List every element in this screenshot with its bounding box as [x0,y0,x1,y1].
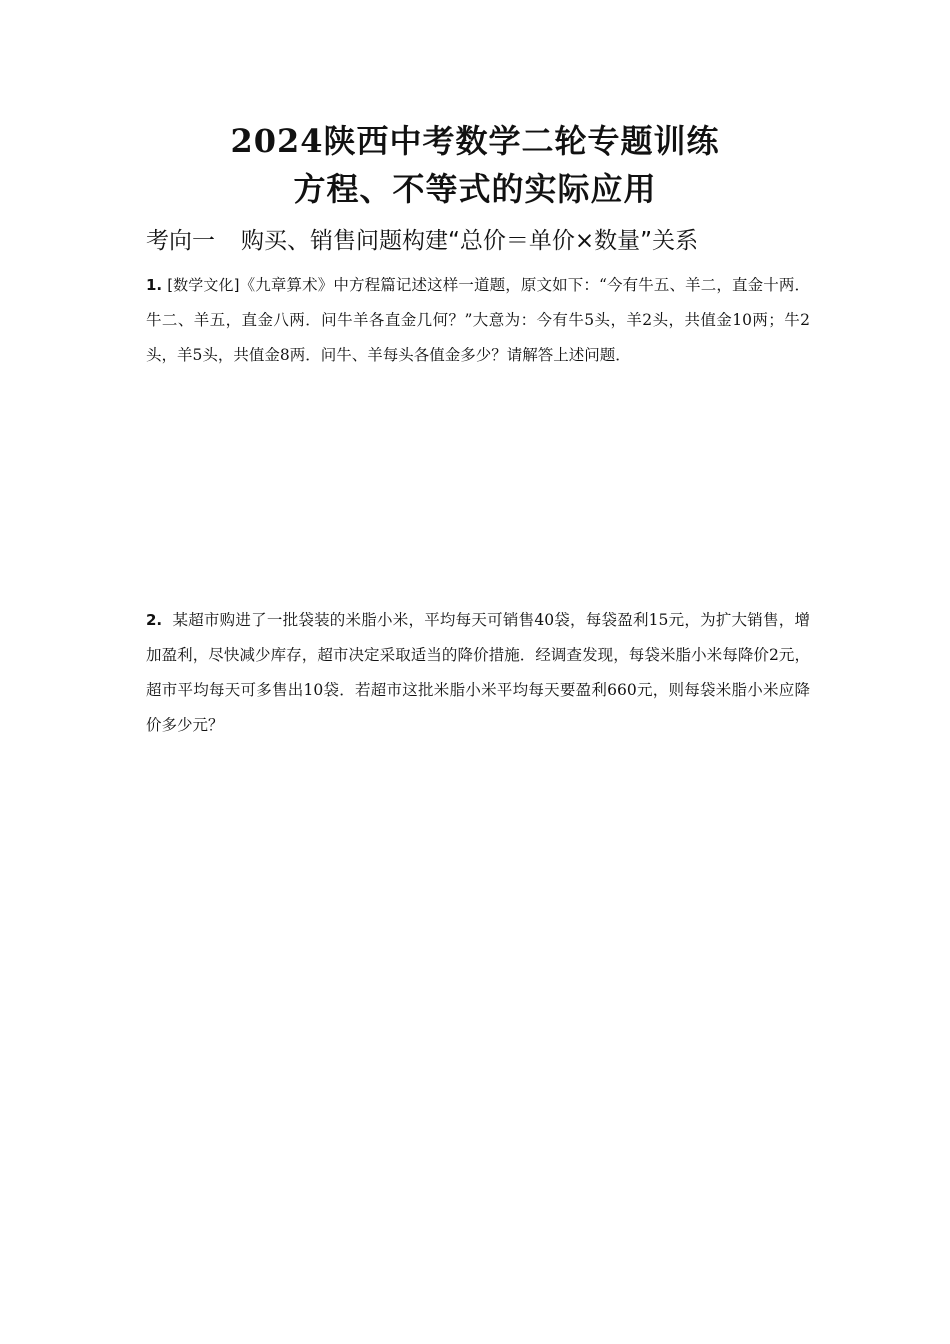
problem-text: 《九章算术》中方程篇记述这样一道题，原文如下：“今有牛五、羊二，直金十两．牛二、羊五，直金八两．问牛羊各直金几何？”大意为：今有牛5头，羊2头，共值金10两；牛2头，羊5头，共值金8两．问牛、羊每头各值金多少？请解答上述问题． [146,276,810,364]
document-subtitle: 方程、不等式的实际应用 [293,170,657,208]
problem-1 [146,268,810,373]
section-heading [146,225,698,257]
document-title: 2024陕西中考数学二轮专题训练 [230,122,720,160]
problem-number: 2. [146,611,163,629]
problem-number: 1. [146,276,163,294]
problem-2 [146,603,810,743]
section-label: 考向一 [146,228,215,254]
problem-tag: [数学文化] [167,276,240,294]
section-title: 购买、销售问题构建“总价＝单价×数量”关系 [241,228,699,254]
problem-text: 某超市购进了一批袋装的米脂小米，平均每天可销售40袋，每袋盈利15元，为扩大销售，增加盈利，尽快减少库存，超市决定采取适当的降价措施．经调查发现，每袋米脂小米每降价2元，超市平均每天可多售出10袋．若超市这批米脂小米平均每天要盈利660元，则每袋米脂小米应降价多少元？ [146,611,810,734]
